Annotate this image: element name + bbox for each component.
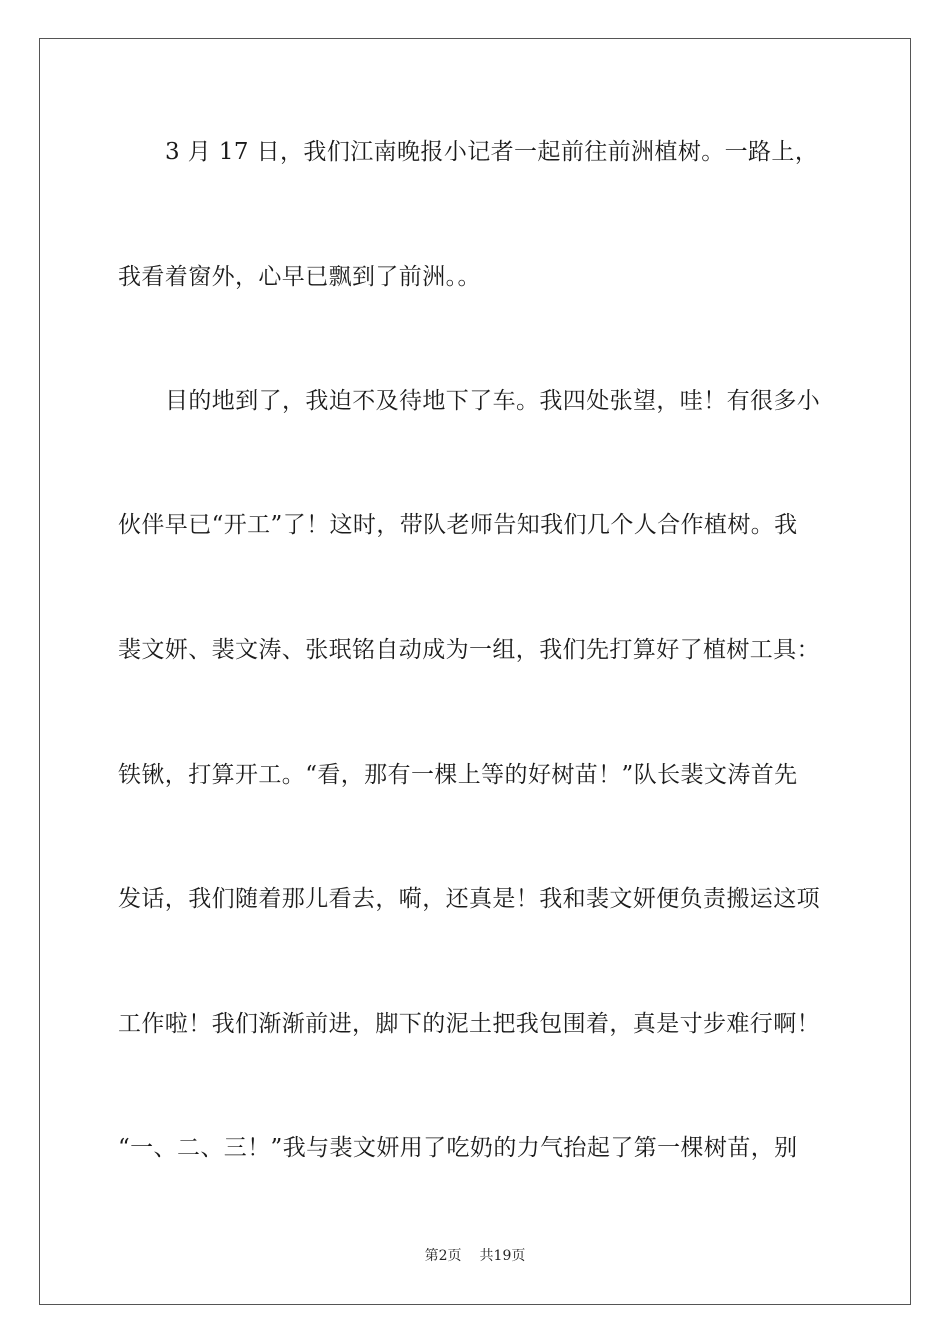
paragraph-2-line-5: 发话，我们随着那儿看去，嗬，还真是！我和裴文妍便负责搬运这项: [118, 886, 820, 912]
paragraph-2-line-3: 裴文妍、裴文涛、张珉铭自动成为一组，我们先打算好了植树工具：: [118, 637, 820, 663]
paragraph-2-line-7: “一、二、三！”我与裴文妍用了吃奶的力气抬起了第一棵树苗，别: [118, 1135, 798, 1161]
total-pages: 共19页: [479, 1248, 526, 1264]
page-number: 第2页: [424, 1248, 462, 1264]
paragraph-2-line-2: 伙伴早已“开工”了！这时，带队老师告知我们几个人合作植树。我: [118, 512, 798, 538]
paragraph-1-line-1: 3 月 17 日，我们江南晚报小记者一起前往前洲植树。一路上，: [165, 139, 819, 165]
paragraph-2-line-1: 目的地到了，我迫不及待地下了车。我四处张望，哇！有很多小: [165, 388, 821, 414]
paragraph-2-line-4: 铁锹，打算开工。“看，那有一棵上等的好树苗！”队长裴文涛首先: [118, 762, 798, 788]
paragraph-2-line-6: 工作啦！我们渐渐前进，脚下的泥土把我包围着，真是寸步难行啊！: [118, 1011, 820, 1037]
page-border: [39, 38, 911, 1305]
page-footer: [0, 1247, 950, 1265]
paragraph-1-line-2: 我看着窗外，心早已飘到了前洲。。: [118, 264, 481, 290]
